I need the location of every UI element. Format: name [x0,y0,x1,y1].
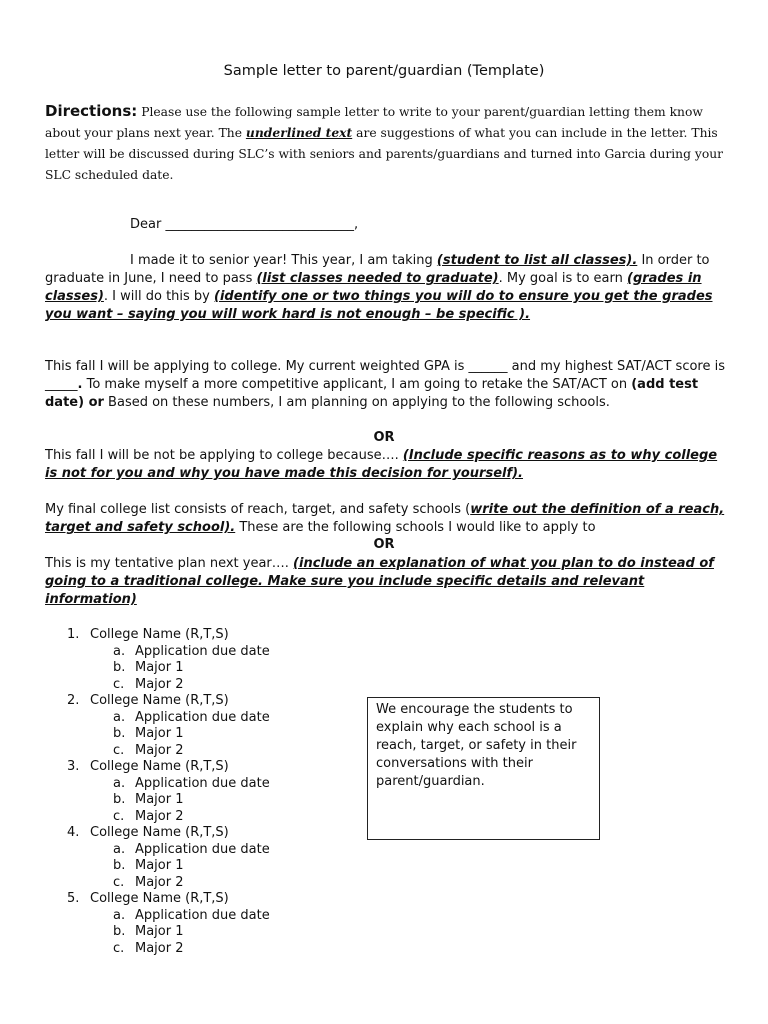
para5-suggestion-1: (include an explanation of what you plan to do instead of going to a traditional college. Make sure you include specific details and relevant information) [45,556,714,607]
para3-text-1: This fall I will be not be applying to college because…. [45,448,403,463]
paragraph-college-list [45,501,725,537]
directions-underlined: underlined text [245,125,353,140]
para2-text-1: This fall I will be applying to college. My current weighted GPA is ______ and my highest SAT/ACT score is _____ [45,359,725,392]
list-number: 3. [67,759,80,774]
sub-text: Major 2 [135,676,184,692]
college-name: College Name (R,T,S) [90,627,229,642]
para4-text-1: My final college list consists of reach, target, and safety schools ( [45,502,471,517]
college-name: College Name (R,T,S) [90,759,229,774]
paragraph-not-applying [45,447,725,483]
sub-letter: a. [113,775,126,791]
sub-text: Application due date [135,775,270,791]
directions-label: Directions: [45,102,138,120]
sub-letter: b. [113,792,126,807]
para1-suggestion-2: (list classes needed to graduate) [256,271,499,286]
para1-text-3: . My goal is to earn [498,271,627,286]
sub-text: Major 1 [135,660,184,675]
or-divider-2: OR [373,537,395,552]
or-divider-1: OR [373,430,395,445]
sub-letter: a. [113,907,126,923]
paragraph-alternative-plan [45,555,725,609]
para2-bold-1: . [77,377,83,392]
sub-text: Major 1 [135,858,184,873]
sub-letter: b. [113,726,126,741]
sub-text: Major 1 [135,792,184,807]
college-name: College Name (R,T,S) [90,825,229,840]
paragraph-classes [45,252,725,324]
list-number: 1. [67,627,80,642]
sub-text: Major 2 [135,742,184,758]
sub-text: Application due date [135,643,270,659]
sub-letter: c. [113,676,125,692]
sub-letter: a. [113,841,126,857]
para4-text-2: These are the following schools I would like to apply to [235,520,596,535]
sub-letter: c. [113,874,125,890]
list-number: 5. [67,891,80,906]
sub-text: Application due date [135,709,270,725]
directions-text-2: are suggestions of what you can include in the letter. This letter will be discussed during SLC’s with seniors and parents/guardians and turned into Garcia during your SLC scheduled date. [45,126,724,182]
para1-text-1: I made it to senior year! This year, I am taking [130,253,437,268]
para3-suggestion-1: (Include specific reasons as to why college is not for you and why you have made this decision for yourself). [45,448,718,481]
sub-letter: a. [113,643,126,659]
sub-text: Major 1 [135,726,184,741]
sub-text: Major 2 [135,808,184,824]
sub-letter: c. [113,742,125,758]
sub-letter: b. [113,660,126,675]
callout-box: We encourage the students to explain why each school is a reach, target, or safety in their conversations with their parent/guardian. [367,697,600,840]
para1-text-2: In order to graduate in June, I need to pass [45,253,710,286]
sub-letter: b. [113,858,126,873]
para2-text-2: To make myself a more competitive applicant, I am going to retake the SAT/ACT on [82,377,632,392]
list-number: 2. [67,693,80,708]
sub-letter: b. [113,924,126,939]
para1-suggestion-1: (student to list all classes). [436,253,638,268]
document-title: Sample letter to parent/guardian (Template) [223,63,545,79]
college-name: College Name (R,T,S) [90,891,229,906]
para2-text-3: Based on these numbers, I am planning on applying to the following schools. [103,395,610,410]
sub-letter: c. [113,940,125,956]
para1-text-4: . I will do this by [103,289,215,304]
sub-text: Application due date [135,907,270,923]
para1-suggestion-3: (grades in classes) [45,271,702,304]
sub-text: Major 2 [135,874,184,890]
list-number: 4. [67,825,80,840]
sub-text: Application due date [135,841,270,857]
sub-text: Major 2 [135,940,184,956]
sub-letter: c. [113,808,125,824]
para2-bold-2: (add test date) or [45,377,699,410]
para5-text-1: This is my tentative plan next year…. [45,556,294,571]
directions-text-1: Please use the following sample letter to write to your parent/guardian letting them know about your plans next year. The [45,105,703,140]
sub-letter: a. [113,709,126,725]
para4-suggestion-1: write out the definition of a reach, target and safety school). [45,502,725,535]
paragraph-applying [45,358,727,412]
para1-suggestion-4: (identify one or two things you will do to ensure you get the grades you want – saying you will work hard is not enough – be specific ). [45,289,713,322]
salutation: Dear _____________________________, [130,217,359,232]
directions-block [45,101,725,185]
college-name: College Name (R,T,S) [90,693,229,708]
sub-text: Major 1 [135,924,184,939]
